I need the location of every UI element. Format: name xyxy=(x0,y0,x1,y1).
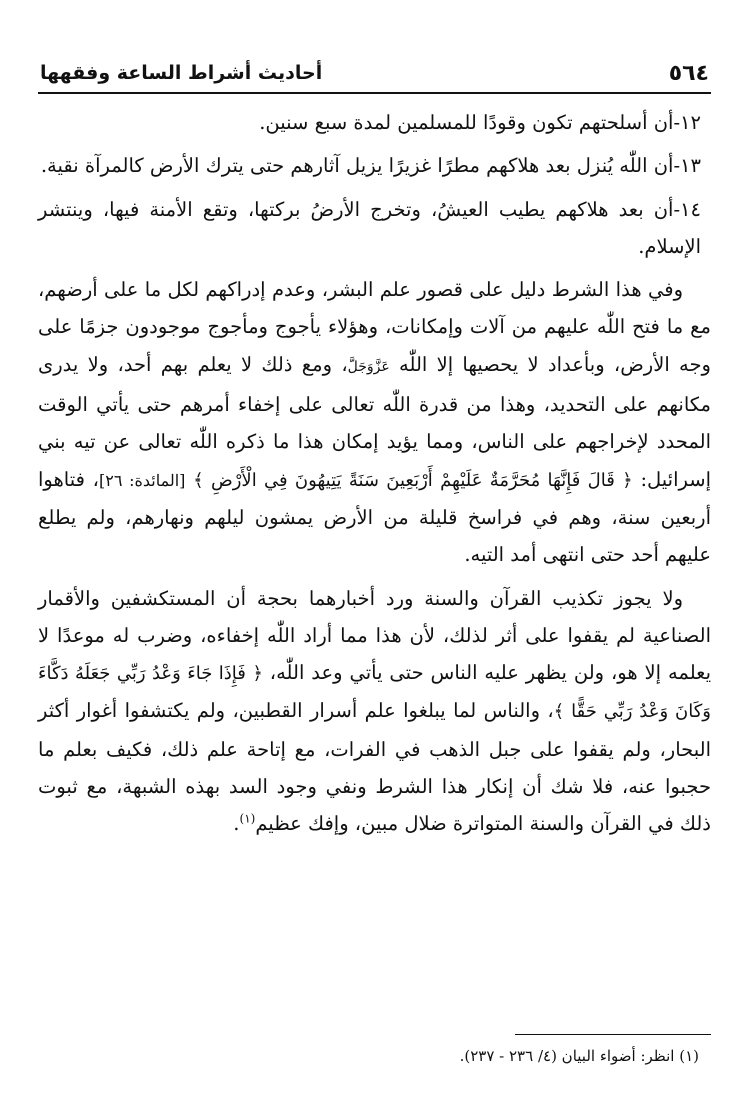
page-number: ٥٦٤ xyxy=(668,61,709,86)
list-item-14: ١٤-أن بعد هلاكهم يطيب العيشُ، وتخرج الأرضُ بركتها، وتقع الأمنة فيها، وينتشر الإسلام. xyxy=(38,197,701,258)
paragraph2-part2: ، والناس لما يبلغوا علم أسرار القطبين، ولم يكتشفوا أغوار أكثر البحار، ولم يقفوا على جبل الذهب في الفرات، مع إتاحة علم ذلك، فكيف بعلم ما حجبوا عنه، فلا شك أن إنكار هذا الشرط ونفي وجود السد بهذه الشبهة، مع ثبوت ذلك في القرآن والسنة المتواترة ضلال مبين، وإفك عظيم xyxy=(38,699,711,836)
paragraph2-end: . xyxy=(233,812,240,836)
page-body xyxy=(38,104,711,843)
list-item-12: ١٢-أن أسلحتهم تكون وقودًا للمسلمين لمدة سبع سنين. xyxy=(259,111,701,134)
footnote-divider xyxy=(515,1034,711,1035)
paragraph1-part2: ، ومع ذلك لا يعلم بهم أحد، ولا يدرى مكانهم على التحديد، وهذا من قدرة اللّٰه تعالى على إخفاء أمرهم حتى يأتي الوقت المحدد لإخراجهم على الناس، ومما يؤيد إمكان هذا ما ذكره اللّٰه تعالى عن تيه بني إسرائيل: xyxy=(38,352,712,491)
footnote: (١) انظر: أضواء البيان (٤/ ٢٣٦ - ٢٣٧). xyxy=(459,1047,699,1065)
quran-verse-maidah: ﴿ قَالَ فَإِنَّهَا مُحَرَّمَةٌ عَلَيْهِمْ أَرْبَعِينَ سَنَةً يَتِيهُونَ فِي الْأَرْضِ ﴾ xyxy=(193,469,633,491)
paragraph-yajuj-majuj xyxy=(38,271,711,573)
paragraph1-part3: ، فتاهوا أربعين سنة، وهم في فراسخ قليلة من الأرض يمشون ليلهم ونهارهم، ولم يطلع عليهم أحد حتى انتهى أمد التيه. xyxy=(38,467,711,567)
verse-citation: [المائدة: ٢٦] xyxy=(98,470,186,490)
paragraph1-part1: وفي هذا الشرط دليل على قصور علم البشر، وعدم إدراكهم لكل ما على أرضهم، مع ما فتح اللّٰه عليهم من آلات وإمكانات، وهؤلاء يأجوج ومأجوج موجودون جزمًا على وجه الأرض، وبأعداد لا يحصيها إلا اللّٰه xyxy=(38,278,711,376)
book-title: أحاديث أشراط الساعة وفقهها xyxy=(40,62,323,84)
list-item-13: ١٣-أن اللّٰه يُنزل بعد هلاكهم مطرًا غزيرًا يزيل آثارهم حتى يترك الأرض كالمرآة نقية. xyxy=(40,154,701,178)
paragraph2-part1: ولا يجوز تكذيب القرآن والسنة ورد أخبارهما بحجة أن المستكشفين والأقمار الصناعية لم يقفوا على أثر لذلك، لأن هذا مما أراد اللّٰه إخفاءه، وضرب له موعدًا لا يعلمه إلا هو، ولن يظهر عليه الناس حتى يأتي وعد اللّٰه، xyxy=(38,586,711,685)
footnote-reference[interactable]: (١) xyxy=(239,811,256,826)
header-divider xyxy=(38,92,711,94)
honorific-ligature: عَزَّوَجَلَّ xyxy=(347,358,390,375)
quran-verse-kahf: ﴿ فَإِذَا جَاءَ وَعْدُ رَبِّي جَعَلَهُ دَكَّاءَ وَكَانَ وَعْدُ رَبِّي حَقًّا ﴾ xyxy=(38,663,712,723)
page-header xyxy=(38,50,711,90)
paragraph-denial xyxy=(38,580,711,843)
